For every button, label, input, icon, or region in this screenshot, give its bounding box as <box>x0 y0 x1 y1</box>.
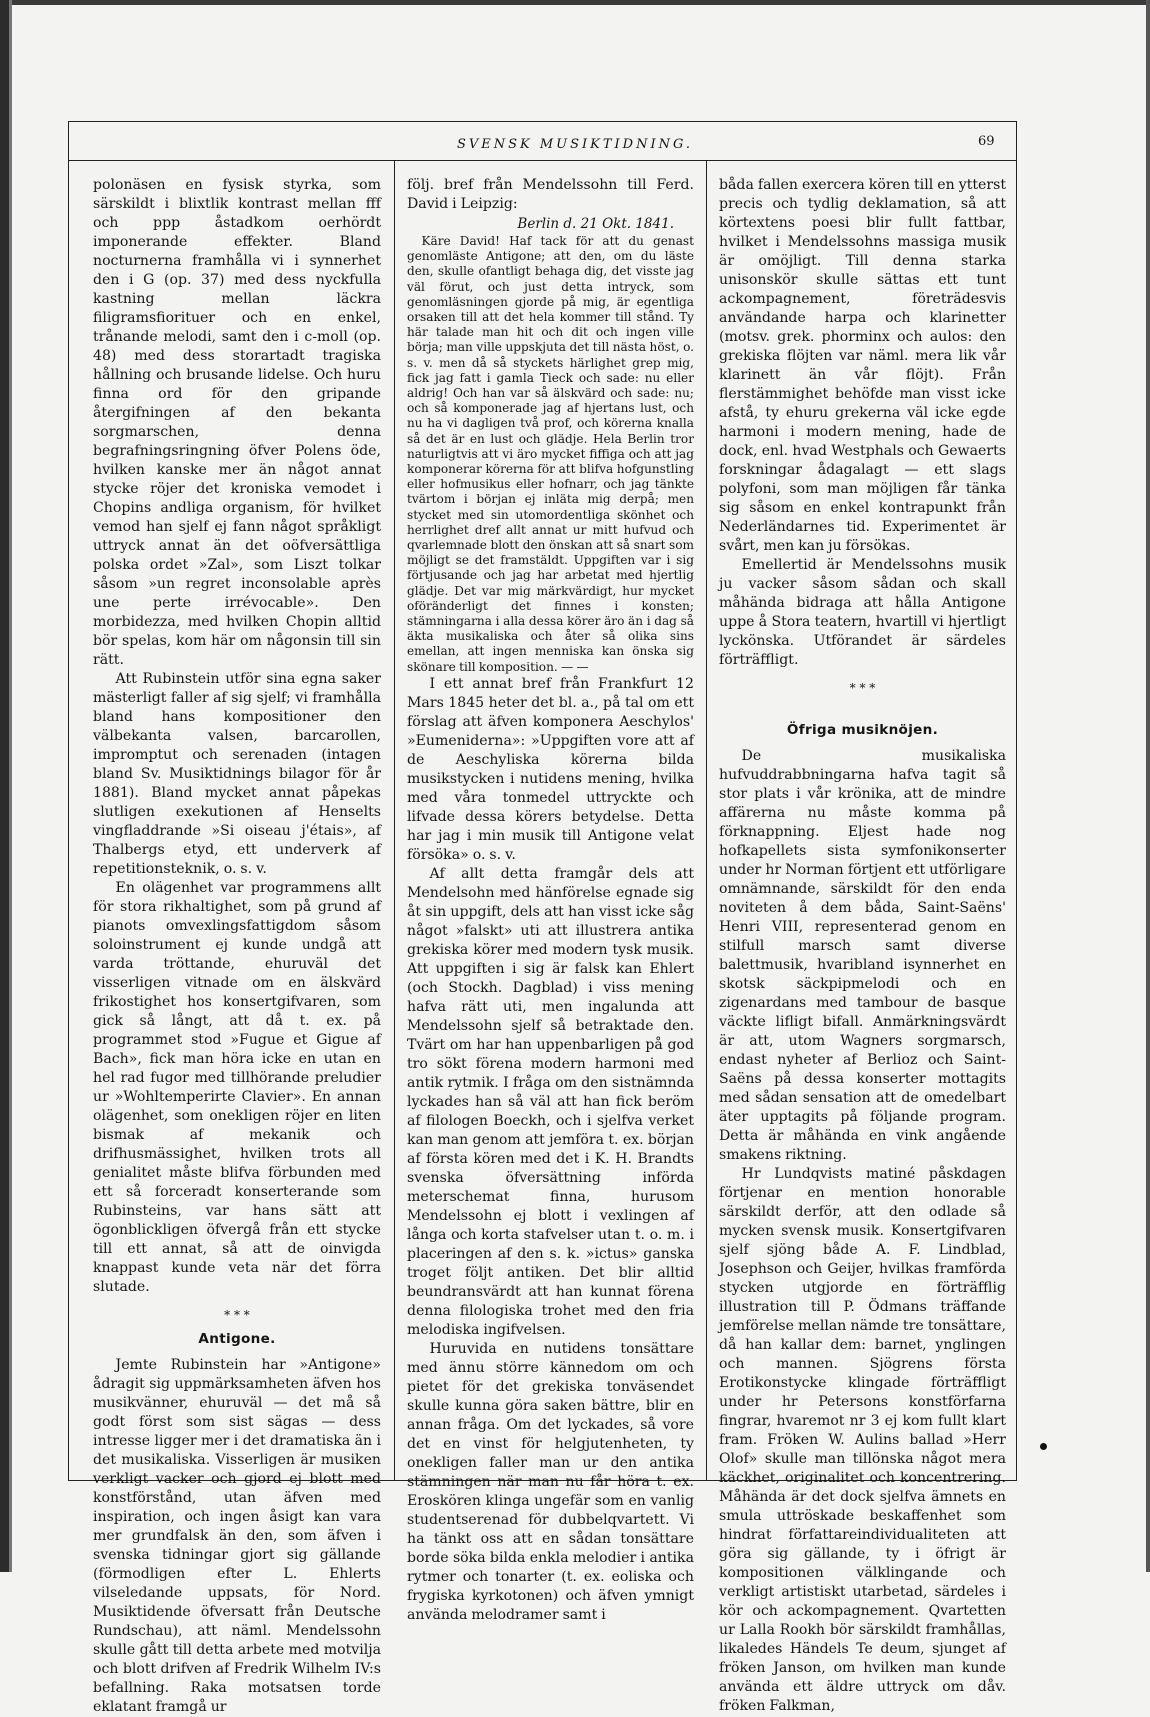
paragraph: Jemte Rubinstein har »Antigone» ådragit sig uppmärksamheten äfven hos musikvänner, ehuruväl — det må så godt först som sist sägas — dess intresse ligger mer i det dramatiska än i det musikaliska. Visserligen är musiken verkligt vacker och gjord ej blott med konstförstånd, utan äfven med inspiration, och ingen åsigt kan vara mer grundfalsk än den, som äfven i svenska tidningar gjort sig gällande (förmodligen efter L. Ehlerts vilseledande uppsats, för Nord. Musiktidende öfversatt från Deutsche Rundschau), att näml. Mendelssohn skulle gått till detta arbete med motvilja och blott drifven af Fredrik Wilhelm IV:s befallning. Raka motsatsen torde eklatant framgå ur <box>93 1357 381 1715</box>
separator-stars: * * * <box>224 1308 250 1322</box>
paragraph: Att Rubinstein utför sina egna saker mästerligt faller af sig sjelf; vi framhålla bland hans kompositioner den välbekanta valsen, barcarollen, impromptut och serenaden (intagen bland Sv. Musiktidnings bilagor för år 1881). Bland mycket annat påpekas slutligen exekutionen af Henselts vingfladdrande »Si oiseau j'étais», af Thalbergs etyd, ett underverk af repetitionsteknik, o. s. v. <box>93 671 381 877</box>
scan-edge-left <box>0 0 9 1572</box>
paragraph: Huruvida en nutidens tonsättare med ännu större kännedom om och pietet för det grekiska tonväsendet skulle kunna göra saken bättre, blir en annan fråga. Om det lyckades, så vore det en vinst för helgjutenheten, ty onekligen faller man ur den antika stämningen när man nu får höra t. ex. Eroskören klinga ungefär som en vanlig studentserenad för dubbelqvartett. Vi ha tänkt oss att en sådan tonsättare borde söka bilda enkla melodier i antika rytmer och tonarter (t. ex. eoliska och frygiska kyrkotonen) och äfven ymnigt använda melodramer samt i <box>407 1340 694 1623</box>
paragraph: båda fallen exercera kören till en ytterst precis och tydlig deklamation, så att körtextens poesi blir fullt fattbar, hvilket i Mendelssohns massiga musik är omöjligt. Till denna starka unisonskör skulle sättas ett tunt ackompagnement, företrädesvis användande harpa och klarinetter (motsv. grek. phorminx och aulos: den grekiska flöjten var näml. mera lik vår klarinett än vår flöjt). Från flerstämmighet behöfde man visst icke afstå, ty ehuru grekerna väl icke egde harmoni i modern mening, hade de dock, enl. hvad Westphals och Gewaerts forskningar ådagalagt — ett slags polyfoni, som man möjligen får tänka sig såsom en enkel kontrapunkt från Nederländarnes tid. Experimentet är svårt, men kan ju försökas. <box>719 177 1006 554</box>
quoted-letter: Käre David! Haf tack för att du genast genomläste Antigone; att den, om du läste den, skulle ofantligt behaga dig, det visste jag väl förut, och just detta intryck, som genomläsningen gjorde på mig, är egentliga orsaken till att det hela kommer till stånd. Ty här talade man hit och dit och ingen ville börja; man ville uppskjuta det till nästa höst, o. s. v. men då så styckets härlighet grep mig, fick jag fatt i gamla Tieck och sade: nu eller aldrig! Och han var så älskvärd och sade: nu; och så komponerade jag af hjertans lust, och nu ha vi dagligen två prof, och körerna knalla så det är en lust och glädje. Hela Berlin tror naturligtvis att vi äro mycket fiffiga och att jag komponerar körerna för att blifva hofgunstling eller hofmusikus eller hofnarr, och jag tänkte tvärtom i början ej inläta mig derpå; men stycket med sin utomordentliga skönhet och herrlighet dref allt annat ur mitt hufvud och qvarlemnade blott den önskan att så snart som möjligt se det framstäldt. Uppgiften var i sig förtjusande och jag har arbetat med hjertlig glädje. Det var mig märkvärdigt, hur mycket oföränderligt det finnes i konsten; stämningarna i alla dessa körer äro än i dag så äkta musikaliska och åter så olika sins emellan, att ingen menniska kan önska sig skönare till komposition. — — <box>407 234 694 674</box>
section-separator <box>93 1309 381 1321</box>
paragraph: polonäsen en fysisk styrka, som särskildt i blixtlik kontrast mellan fff och ppp åstadkom oerhördt imponerande effekter. Bland nocturnerna framhålla vi i synnerhet den i G (op. 37) med dess nyckfulla kastning mellan läckra filigramsfiorituer och en enkel, trånande melodi, samt den i c-moll (op. 48) med dess storartadt tragiska hållning och brusande lidelse. Och huru finna ord för den gripande återgifningen af den bekanta sorgmarschen, denna begrafningsringning öfver Polens öde, hvilken kanske mer än något annat stycke röjer det kroniska vemodet i Chopins andliga organism, för hvilket vemod han sjelf ej fann något språkligt uttryck annat än det oöfversättliga polska ordet »Zal», som Liszt tolkar såsom »un regret inconsolable après une perte irrévocable». Den morbidezza, med hvilken Chopin alltid bör spelas, kom här om någonsin till sin rätt. <box>93 177 381 668</box>
section-separator <box>719 682 1006 694</box>
column-3 <box>719 176 1006 1716</box>
paragraph: Emellertid är Mendelssohns musik ju vacker såsom sådan och skall måhända bidraga att hålla Antigone uppe å Stora teatern, hvartill vi hjertligt lyckönska. Utförandet är särdeles förträffligt. <box>719 557 1006 668</box>
paragraph: följ. bref från Mendelssohn till Ferd. David i Leipzig: <box>407 177 694 212</box>
paragraph: Hr Lundqvists matiné påskdagen förtjenar en mention honorable särskildt derför, att den odlade så mycken svensk musik. Konsertgifvaren sjelf sjöng både A. F. Lindblad, Josephson och Geijer, hvilkas framförda stycken utgjorde en förträfflig illustration till P. Ödmans träffande jemförelse mellan nämde tre tonsättare, då han kallar dem: barnet, ynglingen och mannen. Sjögrens första Erotikonstycke klingade förträffligt under hr Petersons konstförfarna fingrar, hvaremot nr 3 ej kom fullt klart fram. Fröken W. Aulins ballad »Herr Olof» skulle man tillönska något mera käckhet, originalitet och koncentrering. Måhända är det dock sjelfva ämnets en smula uttröskade beskaffenhet som hindrat författareindividualiteten att göra sig gällande, ty i öfrigt är kompositionen välklingande och verkligt artistiskt utarbetad, särdeles i kör och ackompagnement. Qvartetten ur Lalla Rookh bör särskildt framhållas, likaledes Händels Te deum, sjunget af fröken Janson, om hvilken man kunde använda ett äldre uttryck om dåv. fröken Falkman, <box>719 1166 1006 1714</box>
letter-dateline: Berlin d. 21 Okt. 1841. <box>517 216 674 232</box>
running-title: SVENSK MUSIKTIDNING. <box>456 137 694 152</box>
column-rule-2 <box>706 160 707 1481</box>
paragraph: Af allt detta framgår dels att Mendelsohn med hänförelse egnade sig åt sin uppgift, dels att han visst icke såg något »falskt» uti att illustrera antika grekiska körer med modern tysk musik. Att uppgiften i sig är falsk kan Ehlert (och Stockh. Dagblad) i viss mening hafva rätt uti, men ingalunda att Mendelssohn sjelf så betraktade den. Tvärt om har han uppenbarligen på god tro sökt förena modern harmoni med antik rytmik. I fråga om den sistnämnda lyckades han så väl att han fick beröm af filologen Boeckh, och i sjelfva verket kan man genom att jemföra t. ex. början af första kören med det i K. H. Brandts svenska öfversättning införda meterschemat finna, hurusom Mendelssohn ej blott i vexlingen af långa och korta stafvelser utan t. o. m. i placeringen af den s. k. »ictus» ganska troget följt antiken. Det blir alltid beundransvärdt att han kunnat förena denna filologiska trohet med den fria melodiska ingifvelsen. <box>407 865 694 1338</box>
paragraph: En olägenhet var programmens allt för stora rikhaltighet, som på grund af pianots omvexlingsfattigdom såsom soloinstrument ej kunde undgå att varda tröttande, ehuruväl det visserligen vitnade om en älskvärd frikostighet hos konsertgifvaren, som gick så långt, att då t. ex. på programmet stod »Fugue et Gigue af Bach», fick man höra icke en utan en hel rad fugor med tillhörande preludier ur »Wohltemperirte Clavier». En annan olägenhet, som onekligen röjer en liten bismak af mekanik och drifhusmässighet, hvilken trots all genialitet måste blifva förbunden med ett så forceradt konserterande som Rubinsteins, var hans sätt att ögonblickligen öfvergå från ett stycke till ett annat, så att de oinvigda knappast kunde veta när det förra slutade. <box>93 880 381 1295</box>
paragraph: I ett annat bref från Frankfurt 12 Mars 1845 heter det bl. a., på tal om ett förslag att äfven komponera Aeschylos' »Eumeniderna»: »Uppgiften vore att af de Aeschyliska körerna bilda musikstycken i nutidens mening, hvilka med våra tonmedel uttryckte och lifvade dessa körers betydelse. Detta har jag i min musik till Antigone velat försöka» o. s. v. <box>407 675 694 863</box>
header-rule <box>68 160 1017 161</box>
scan-edge-left-inner <box>9 0 12 1572</box>
column-2 <box>407 176 694 1625</box>
separator-stars: * * * <box>849 681 876 695</box>
column-1 <box>93 176 381 1717</box>
page-number: 69 <box>978 134 995 149</box>
paragraph: De musikaliska hufvuddrabbningarna hafva tagit så stor plats i vår krönika, att de mindre affärerna nu måste komma på förknappning. Eljest hade nog hofkapellets sista symfonikonserter under hr Norman förtjent ett utförligare omnämnande, särskildt för den enda noviteten å dem båda, Saint-Saëns' Henri VIII, representerad genom en stilfull marsch samt diverse balettmusik, hvaribland isynnerhet en skotsk säckpipmelodi och en zigenardans med tambour de basque väckte lifligt bifall. Anmärkningsvärdt är att, utom Wagners sorgmarsch, endast nyheter af Berlioz och Saint-Saëns på dessa konserter mottagits med sådan sensation att de omedelbart äter upptagits på följande program. Detta är måhända en vink angående smakens riktning. <box>719 748 1006 1163</box>
margin-dot <box>1040 1443 1047 1450</box>
scan-edge-top <box>0 0 1150 5</box>
column-rule-1 <box>394 160 395 1481</box>
scan-edge-right <box>1146 0 1150 1572</box>
section-heading-ofriga: Öfriga musiknöjen. <box>786 722 939 738</box>
section-heading-antigone: Antigone. <box>198 1331 276 1347</box>
